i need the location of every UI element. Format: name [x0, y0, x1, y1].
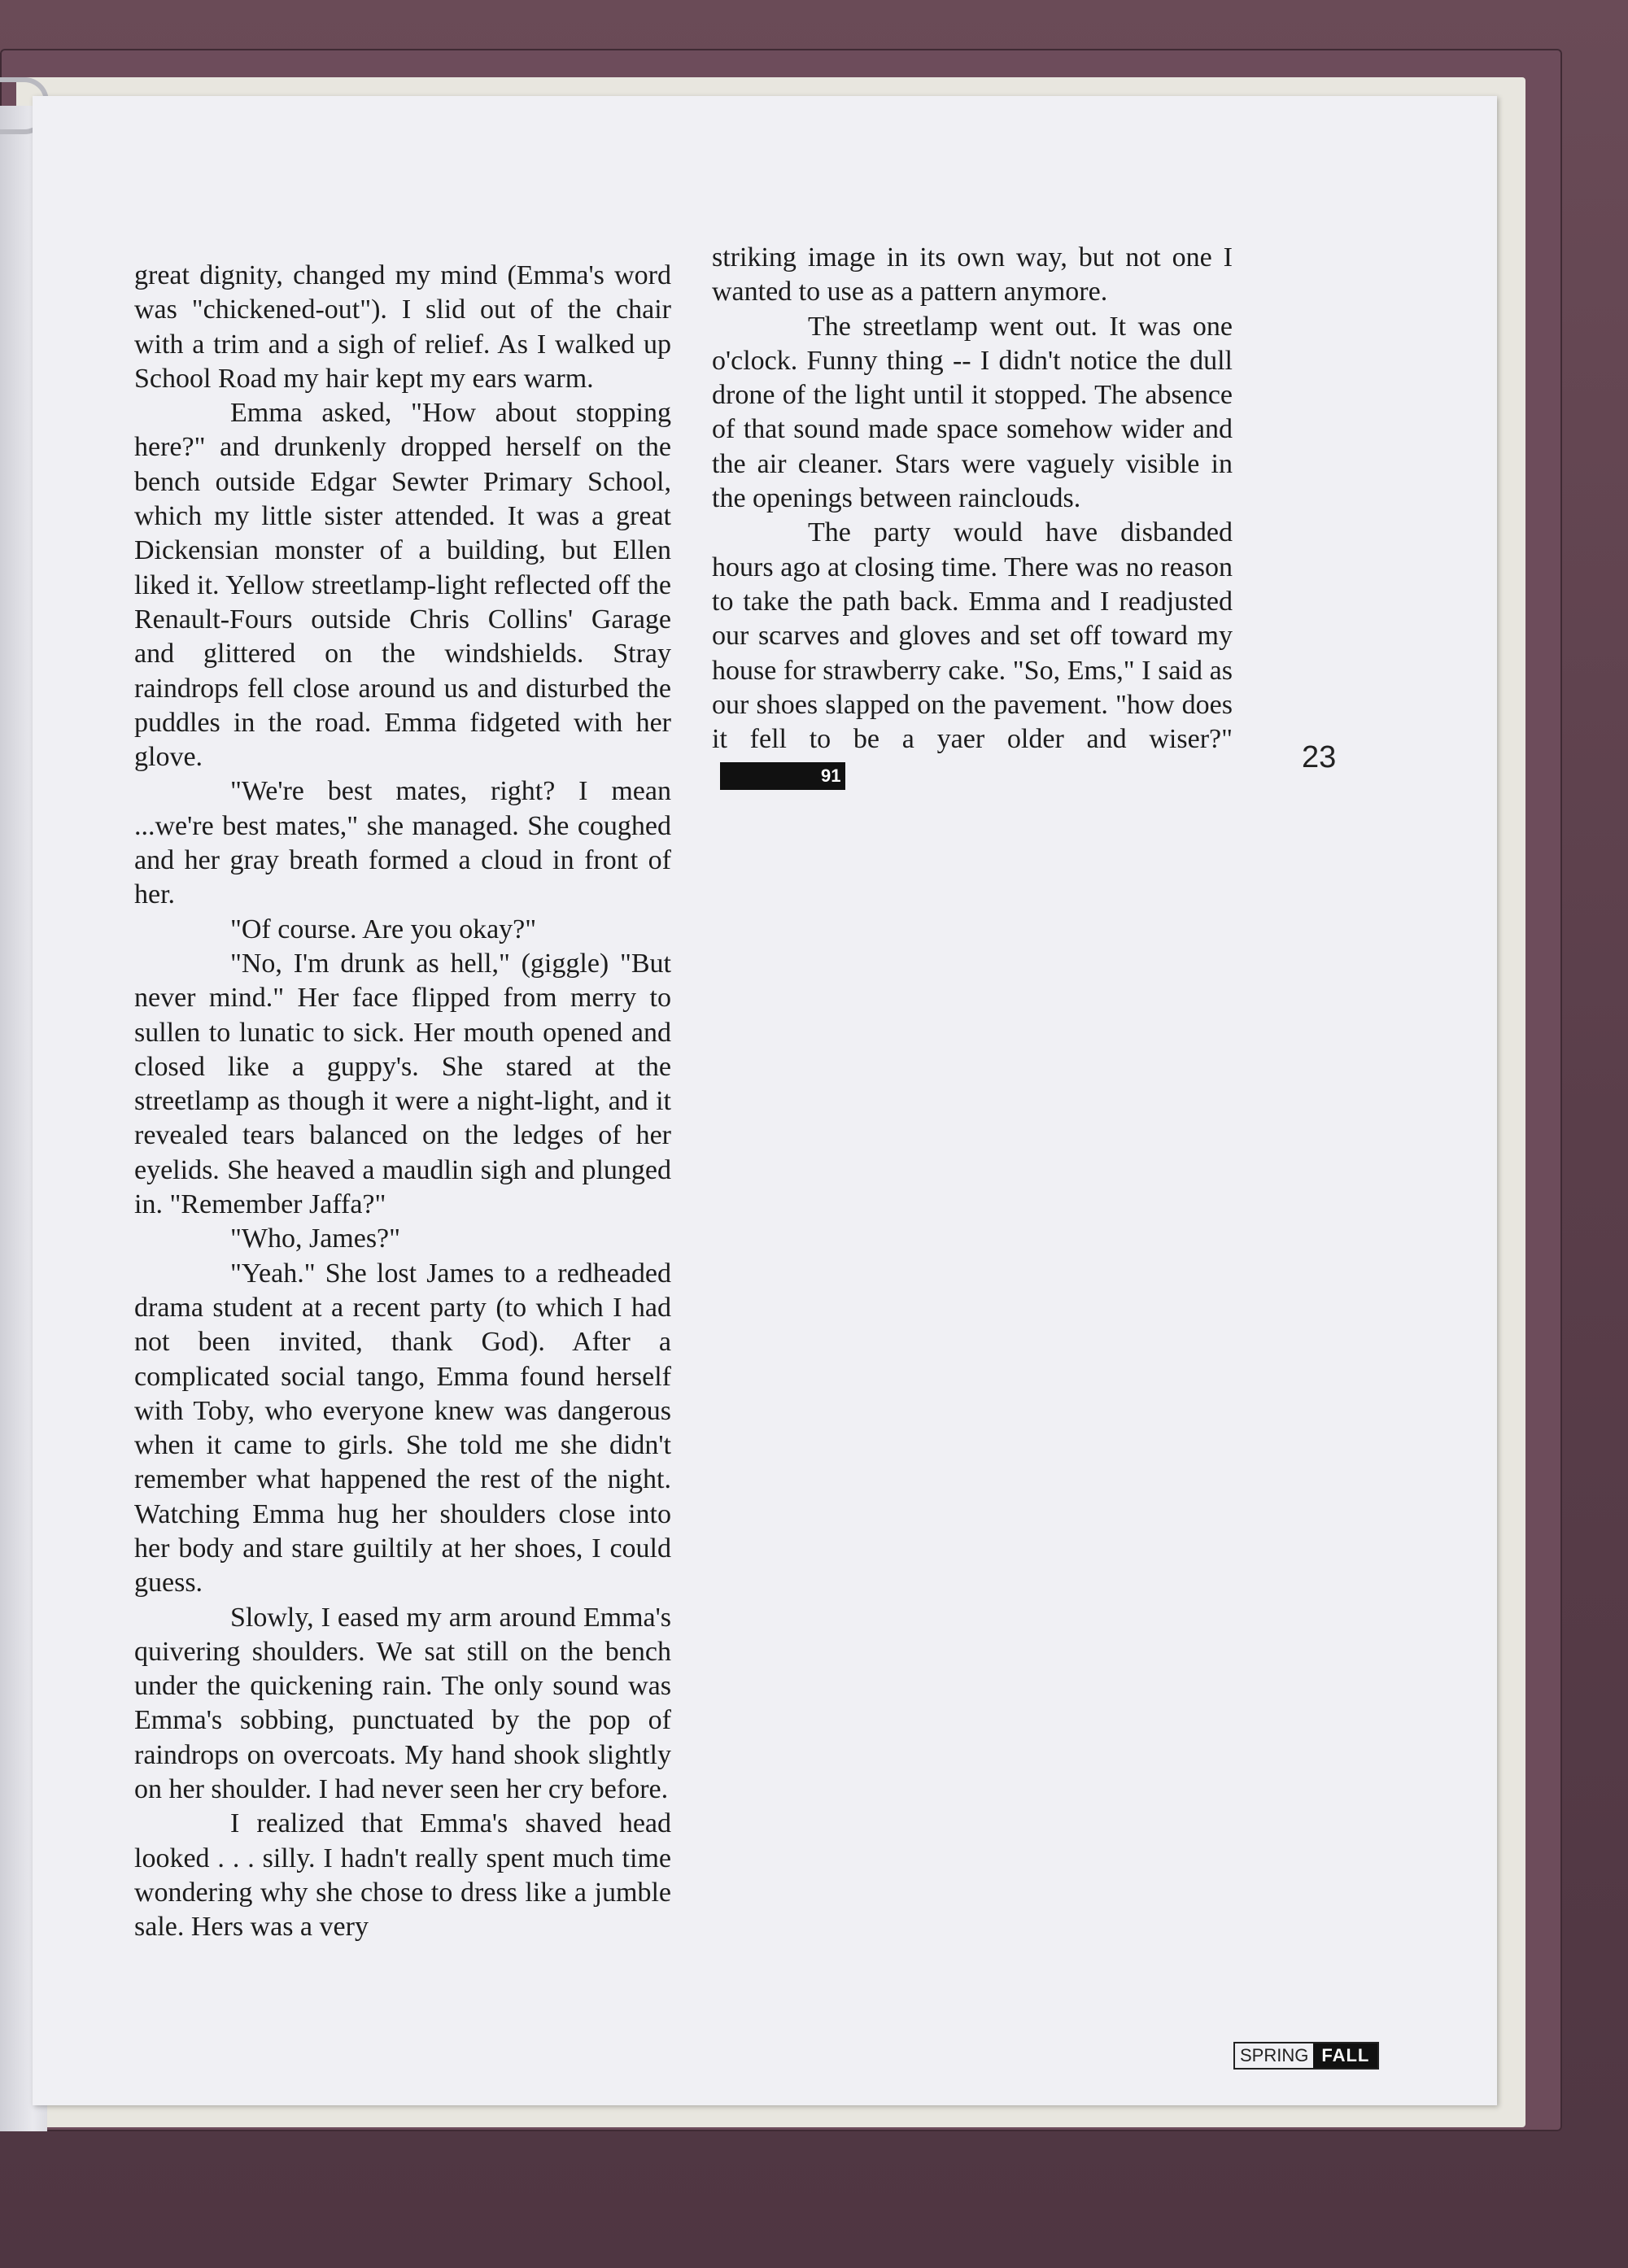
page-number: 23 [1302, 740, 1337, 774]
season-spring-label: SPRING [1235, 2043, 1313, 2068]
paragraph: "No, I'm drunk as hell," (giggle) "But never mind." Her face flipped from merry to sullen to lunatic to sick. Her mouth opened and closed like a guppy's. She stared at the streetlamp as though it were a night-light, and it revealed tears balanced on the ledges of her eyelids. She heaved a maudlin sigh and plunged in. "Remember Jaffa?" [134, 948, 671, 1220]
paragraph-text: The party would have disbanded hours ago at closing time. There was no reason to take the path back. Emma and I readjusted our scarves and gloves and set off toward my house for strawberry cake. "So, Ems," I said as our shoes slapped on the pavement. "how does it fell to be a yaer older and wiser?" [712, 517, 1233, 755]
show-through-heading [570, 104, 830, 125]
paragraph: "Of course. Are you okay?" [230, 914, 537, 944]
paragraph: I realized that Emma's shaved head looked . . . silly. I hadn't really spent much time wondering why she chose to dress like a jumble sale. Hers was a very [134, 1808, 671, 1943]
paragraph: "Who, James?" [230, 1223, 401, 1254]
paragraph: The streetlamp went out. It was one o'clock. Funny thing -- I didn't notice the dull drone of the light until it stopped. The absence of that sound made space somehow wider and the air cleaner. Stars were vaguely visible in the openings between rainclouds. [712, 311, 1233, 514]
season-tag [1233, 2042, 1379, 2070]
left-text-column [134, 259, 671, 1945]
end-of-story-mark: 91 [720, 762, 845, 790]
paragraph: "We're best mates, right? I mean ...we're best mates," she managed. She coughed and her gray breath formed a cloud in front of her. [134, 776, 671, 910]
paragraph: striking image in its own way, but not one I wanted to use as a pattern anymore. [712, 242, 1233, 307]
paragraph: great dignity, changed my mind (Emma's word was "chickened-out"). I slid out of the chair with a trim and a sigh of relief. As I walked up School Road my hair kept my ears warm. [134, 260, 671, 394]
paragraph: Slowly, I eased my arm around Emma's quivering shoulders. We sat still on the bench under the quickening rain. The only sound was Emma's sobbing, punctuated by the pop of raindrops on overcoats. My hand shook slightly on her shoulder. I had never seen her cry before. [134, 1602, 671, 1805]
paragraph: Emma asked, "How about stopping here?" and drunkenly dropped herself on the bench outside Edgar Sewter Primary School, which my little sister attended. It was a great Dickensian monster of a building, but Ellen liked it. Yellow streetlamp-light reflected off the Renault-Fours outside Chris Collins' Garage and glittered on the windshields. Stray raindrops fell close around us and disturbed the puddles in the road. Emma fidgeted with her glove. [134, 398, 671, 773]
right-text-column [712, 241, 1233, 792]
last-paragraph [712, 516, 1233, 791]
paragraph: "Yeah." She lost James to a redheaded drama student at a recent party (to which I had not been invited, thank God). After a complicated social tango, Emma found herself with Toby, who everyone knew was dangerous when it came to girls. She told me she didn't remember what happened the rest of the night. Watching Emma hug her shoulders close into her body and stare guiltily at her shoes, I could guess. [134, 1258, 671, 1599]
season-fall-label: FALL [1313, 2043, 1377, 2068]
